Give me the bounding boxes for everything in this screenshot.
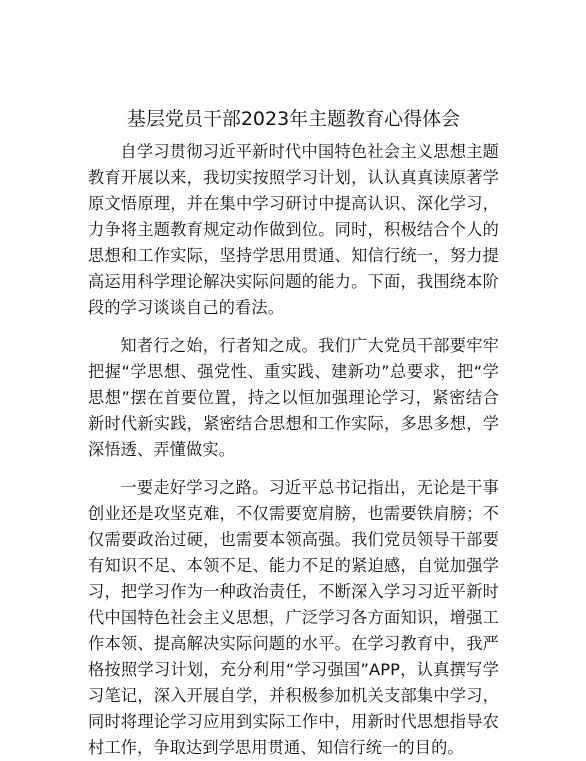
paragraph-study-path: 一要走好学习之路。习近平总书记指出，无论是干事创业还是攻坚克难，不仅需要宽肩膀，也需要铁肩膀；不仅需要政治过硬，也需要本领高强。我们党员领导干部要有知识不足、本领不足、能力不足的紧迫感，自觉加强学习，把学习作为一种政治责任，不断深入学习习近平新时代中国特色社会主义思想，广泛学习各方面知识，增强工作本领、提高解决实际问题的水平。在学习教育中，我严格按照学习计划，充分利用“学习强国”APP，认真撰写学习笔记，深入开展自学，并积极参加机关支部集中学习，同时将理论学习应用到实际工作中，用新时代思想指导农村工作，争取达到学思用贯通、知信行统一的目的。 bbox=[88, 478, 499, 757]
document-body bbox=[88, 139, 499, 761]
paragraph-intro: 自学习贯彻习近平新时代中国特色社会主义思想主题教育开展以来，我切实按照学习计划，认认真真读原著学原文悟原理，并在集中学习研讨中提高认识、深化学习，力争将主题教育规定动作做到位。同时，积极结合个人的思想和工作实际，坚持学思用贯通、知信行统一，努力提高运用科学理论解决实际问题的能力。下面，我围绕本阶段的学习谈谈自己的看法。 bbox=[88, 142, 499, 317]
document-title: 基层党员干部2023年主题教育心得体会 bbox=[126, 108, 461, 130]
paragraph-knowledge-action: 知者行之始，行者知之成。我们广大党员干部要牢牢把握“学思想、强党性、重实践、建新功”总要求，把“学思想”摆在首要位置，持之以恒加强理论学习，紧密结合新时代新实践，紧密结合思想和工作实际，多思多想，学深悟透、弄懂做实。 bbox=[88, 336, 499, 459]
